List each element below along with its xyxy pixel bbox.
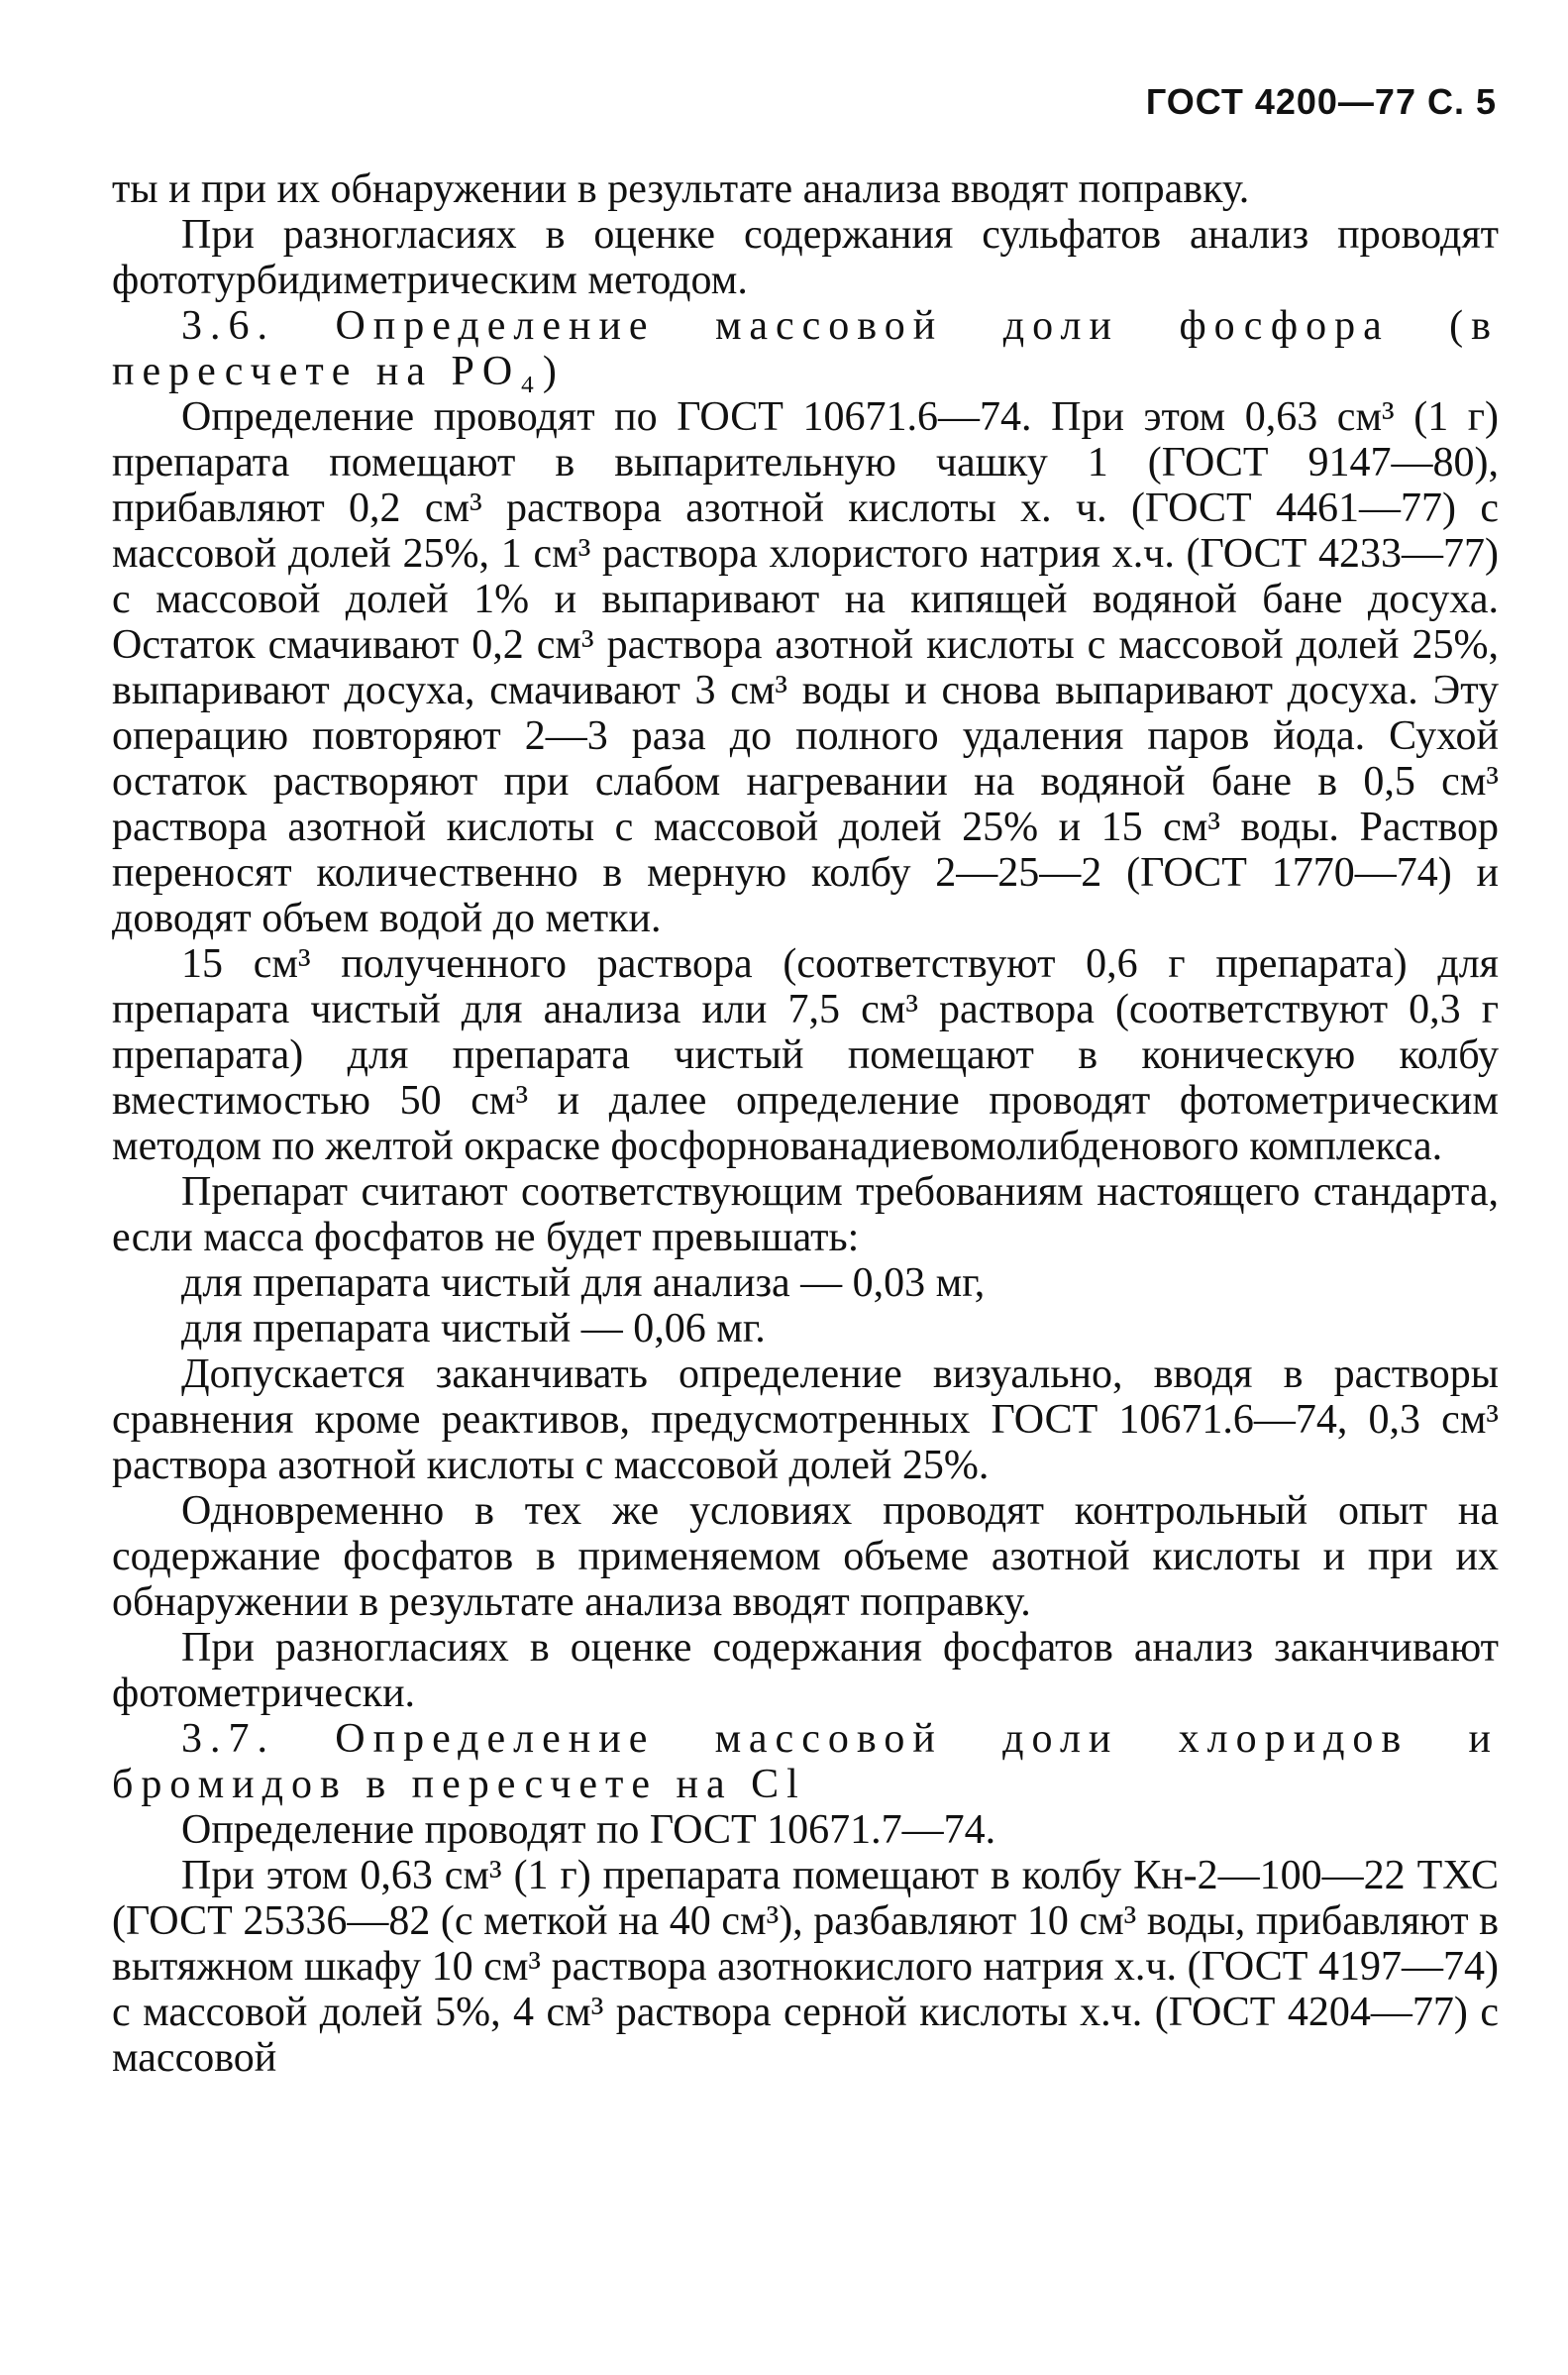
section-title: Определение массовой доли хлоридов и бромидов в пересчете на Cl — [112, 1716, 1500, 1807]
document-body — [112, 166, 1499, 2081]
list-item: для препарата чистый — 0,06 мг. — [181, 1306, 766, 1351]
paragraph: 15 см³ полученного раствора (соответствуют 0,6 г препарата) для препарата чистый для анализа или 7,5 см³ раствора (соответствуют 0,3 г препарата) для препарата чистый помещают в коническую колбу вместимостью 50 см³ и далее определение проводят фотометрическим методом по желтой окраске фосфорнованадиевомолибденового комплекса. — [112, 941, 1499, 1169]
list-item: для препарата чистый для анализа — 0,03 мг, — [181, 1260, 986, 1306]
paragraph: ты и при их обнаружении в результате анализа вводят поправку. — [112, 166, 1250, 212]
section-number: 3.6. — [181, 303, 275, 349]
section-heading — [112, 1716, 1499, 1807]
page-header: ГОСТ 4200—77 С. 5 — [1145, 81, 1497, 122]
paragraph: При разногласиях в оценке содержания сульфатов анализ проводят фототурбидиметрическим методом. — [112, 212, 1499, 303]
paragraph: При разногласиях в оценке содержания фосфатов анализ заканчивают фотометрически. — [112, 1625, 1499, 1716]
paragraph: Одновременно в тех же условиях проводят контрольный опыт на содержание фосфатов в применяемом объеме азотной кислоты и при их обнаружении в результате анализа вводят поправку. — [112, 1488, 1499, 1625]
paragraph: Препарат считают соответствующим требованиям настоящего стандарта, если масса фосфатов не будет превышать: — [112, 1169, 1499, 1260]
section-number: 3.7. — [181, 1716, 275, 1762]
paragraph: Допускается заканчивать определение визуально, вводя в растворы сравнения кроме реактивов, предусмотренных ГОСТ 10671.6—74, 0,3 см³ раствора азотной кислоты с массовой долей 25%. — [112, 1351, 1499, 1488]
section-heading — [112, 303, 1499, 394]
paragraph: Определение проводят по ГОСТ 10671.6—74. При этом 0,63 см³ (1 г) препарата помещают в выпарительную чашку 1 (ГОСТ 9147—80), прибавляют 0,2 см³ раствора азотной кислоты х. ч. (ГОСТ 4461—77) с массовой долей 25%, 1 см³ раствора хлористого натрия х.ч. (ГОСТ 4233—77) с массовой долей 1% и выпаривают на кипящей водяной бане досуха. Остаток смачивают 0,2 см³ раствора азотной кислоты с массовой долей 25%, выпаривают досуха, смачивают 3 см³ воды и снова выпаривают досуха. Эту операцию повторяют 2—3 раза до полного удаления паров йода. Сухой остаток растворяют при слабом нагревании на водяной бане в 0,5 см³ раствора азотной кислоты с массовой долей 25% и 15 см³ воды. Раствор переносят количественно в мерную колбу 2—25—2 (ГОСТ 1770—74) и доводят объем водой до метки. — [112, 394, 1499, 941]
section-title: Определение массовой доли фосфора (в пересчете на PO₄) — [112, 303, 1499, 394]
paragraph: Определение проводят по ГОСТ 10671.7—74. — [181, 1807, 996, 1853]
paragraph: При этом 0,63 см³ (1 г) препарата помещают в колбу Кн-2—100—22 ТХС (ГОСТ 25336—82 (с меткой на 40 см³), разбавляют 10 см³ воды, прибавляют в вытяжном шкафу 10 см³ раствора азотнокислого натрия х.ч. (ГОСТ 4197—74) с массовой долей 5%, 4 см³ раствора серной кислоты х.ч. (ГОСТ 4204—77) с массовой — [112, 1853, 1499, 2081]
